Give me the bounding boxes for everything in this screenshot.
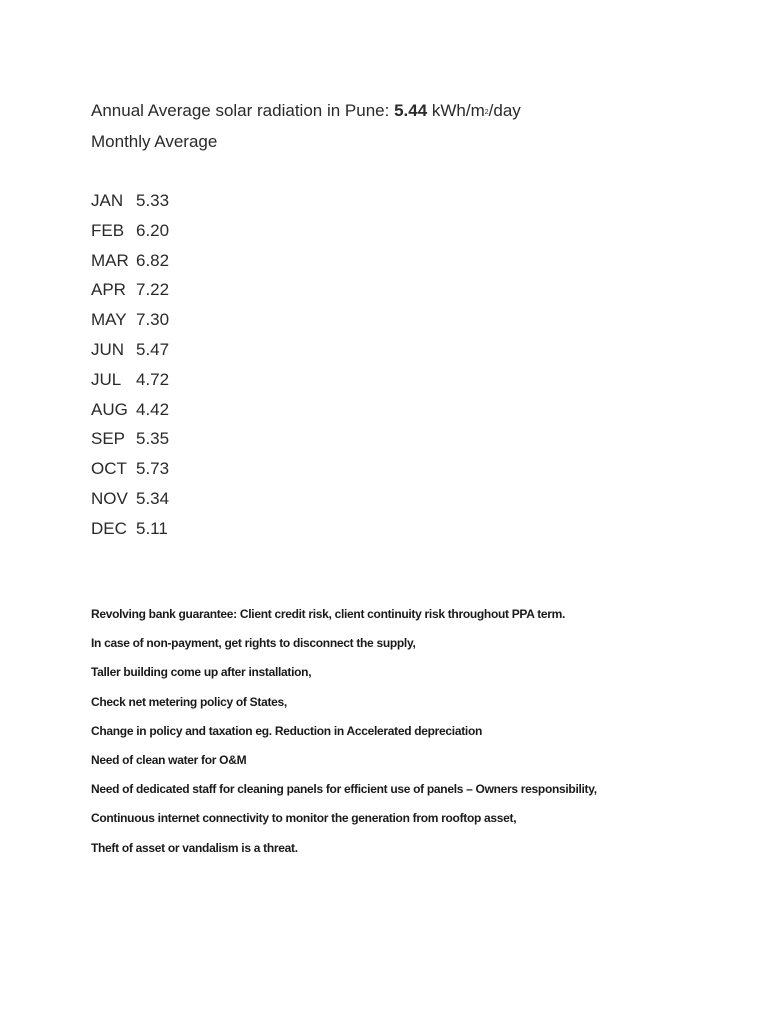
annual-average-label: Annual Average solar radiation in Pune: xyxy=(91,101,395,120)
note-clean-water: Need of clean water for O&M xyxy=(91,752,247,767)
month-name: OCT xyxy=(91,459,127,479)
month-name: MAR xyxy=(91,250,129,270)
month-value: 4.72 xyxy=(136,369,170,389)
month-name: JAN xyxy=(91,191,124,210)
month-row xyxy=(91,340,169,370)
month-name: SEP xyxy=(91,429,126,449)
month-name: MAY xyxy=(91,310,127,330)
month-row xyxy=(91,251,169,281)
note-non-payment: In case of non-payment, get rights to disconnect the supply, xyxy=(91,636,416,651)
monthly-average-list xyxy=(91,191,169,549)
month-value: 6.20 xyxy=(136,220,170,240)
note-net-metering: Check net metering policy of States, xyxy=(91,694,287,709)
month-value: 5.35 xyxy=(136,429,170,449)
month-row xyxy=(91,519,169,549)
month-value: 5.73 xyxy=(136,459,170,479)
month-row xyxy=(91,221,169,251)
annual-average-value: 5.44 xyxy=(394,101,428,120)
month-value: 5.34 xyxy=(136,488,170,508)
month-value: 7.30 xyxy=(136,310,170,330)
note-bank-guarantee: Revolving bank guarantee: Client credit risk, client continuity risk throughout PPA term. xyxy=(91,607,566,621)
month-name: DEC xyxy=(91,518,127,538)
month-value: 5.47 xyxy=(136,339,170,359)
unit-superscript: 2 xyxy=(484,109,489,116)
month-value: 4.42 xyxy=(136,399,170,419)
month-row xyxy=(91,280,169,310)
month-row xyxy=(91,489,169,519)
month-name: FEB xyxy=(91,220,125,240)
note-policy-change: Change in policy and taxation eg. Reduction in Accelerated depreciation xyxy=(91,723,483,738)
note-internet-connectivity: Continuous internet connectivity to monitor the generation from rooftop asset, xyxy=(91,811,517,826)
month-name: APR xyxy=(91,280,126,300)
annual-average-line xyxy=(91,101,521,121)
month-value: 5.33 xyxy=(136,191,170,210)
note-dedicated-staff: Need of dedicated staff for cleaning panels for efficient use of panels – Owners responsibility, xyxy=(91,782,597,797)
month-row xyxy=(91,429,169,459)
month-value: 6.82 xyxy=(136,250,170,270)
unit-suffix: /day xyxy=(488,101,521,120)
month-name: JUN xyxy=(91,339,125,359)
unit-text: kWh/m xyxy=(427,101,485,120)
monthly-average-title: Monthly Average xyxy=(91,132,218,151)
month-row xyxy=(91,400,169,430)
note-taller-building: Taller building come up after installation, xyxy=(91,665,312,680)
month-name: AUG xyxy=(91,399,128,419)
risk-notes-list xyxy=(91,606,597,869)
month-value: 7.22 xyxy=(136,280,170,300)
note-theft-vandalism: Theft of asset or vandalism is a threat. xyxy=(91,840,298,855)
month-row xyxy=(91,370,169,400)
month-row xyxy=(91,459,169,489)
month-row xyxy=(91,191,169,221)
month-row xyxy=(91,310,169,340)
month-name: JUL xyxy=(91,369,122,389)
month-name: NOV xyxy=(91,488,128,508)
month-value: 5.11 xyxy=(136,518,168,538)
